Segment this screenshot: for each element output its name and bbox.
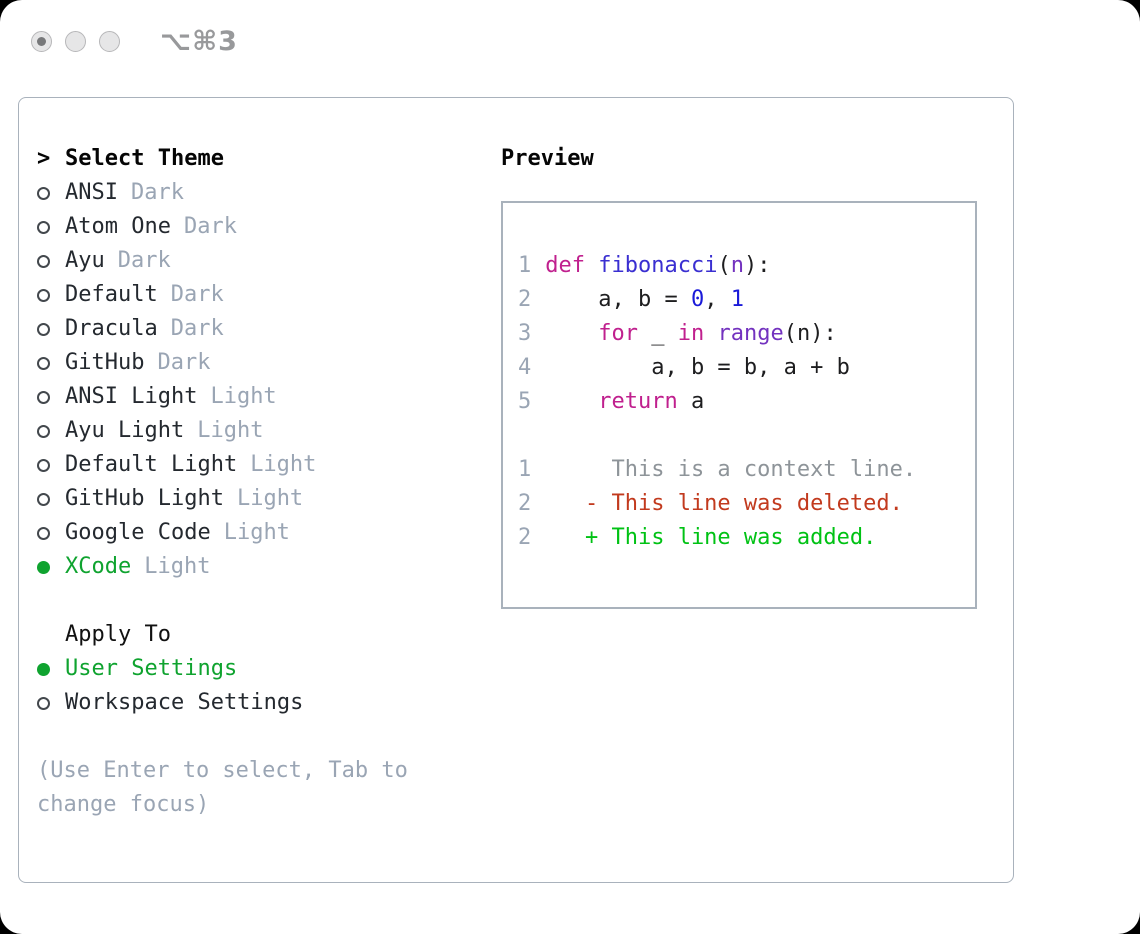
code-line xyxy=(518,487,967,521)
active-window-dot-icon xyxy=(37,37,46,46)
code-line xyxy=(518,351,967,385)
variant-tag: Dark xyxy=(183,214,237,239)
preview-box xyxy=(501,201,977,609)
line-number xyxy=(518,419,532,453)
code-line xyxy=(518,317,967,351)
radio-unselected-icon xyxy=(37,357,50,370)
option-label: Ayu xyxy=(65,248,105,273)
variant-tag: Dark xyxy=(170,316,224,341)
code-text: - This line was deleted. xyxy=(532,491,903,516)
variant-tag: Dark xyxy=(117,248,171,273)
theme-option-atom-one[interactable] xyxy=(37,210,501,244)
radio-selected-icon xyxy=(37,561,50,574)
variant-tag: Dark xyxy=(170,282,224,307)
apply-to-list xyxy=(37,652,501,720)
option-label: ANSI xyxy=(65,180,118,205)
theme-option-github[interactable] xyxy=(37,346,501,380)
line-number: 2 xyxy=(518,491,532,516)
theme-option-default-light[interactable] xyxy=(37,448,501,482)
apply-option-workspace-settings[interactable] xyxy=(37,686,501,720)
window-shortcut-label: ⌥⌘3 xyxy=(160,26,238,57)
radio-unselected-icon xyxy=(37,527,50,540)
theme-option-dracula[interactable] xyxy=(37,312,501,346)
radio-unselected-icon xyxy=(37,289,50,302)
line-number: 4 xyxy=(518,355,532,380)
apply-to-header xyxy=(37,618,501,652)
code-text: + This line was added. xyxy=(532,525,877,550)
option-label: Dracula xyxy=(65,316,158,341)
code-text: a, b = 0, 1 xyxy=(532,287,744,312)
minimize-button[interactable] xyxy=(65,31,86,52)
theme-selector-panel xyxy=(18,97,1014,883)
option-label: ANSI Light xyxy=(65,384,198,409)
line-number: 1 xyxy=(518,457,532,482)
preview-column xyxy=(501,142,1013,882)
option-label: Atom One xyxy=(65,214,171,239)
radio-unselected-icon xyxy=(37,255,50,268)
option-label: Google Code xyxy=(65,520,211,545)
theme-list-column xyxy=(37,142,501,882)
radio-unselected-icon xyxy=(37,391,50,404)
code-preview xyxy=(518,249,967,555)
option-label: Workspace Settings xyxy=(65,690,304,715)
radio-unselected-icon xyxy=(37,459,50,472)
theme-option-ayu-light[interactable] xyxy=(37,414,501,448)
code-line xyxy=(518,283,967,317)
variant-tag: Dark xyxy=(130,180,184,205)
titlebar xyxy=(31,26,238,57)
radio-selected-icon xyxy=(37,663,50,676)
line-number: 2 xyxy=(518,287,532,312)
radio-unselected-icon xyxy=(37,323,50,336)
radio-unselected-icon xyxy=(37,493,50,506)
option-label: Default xyxy=(65,282,158,307)
code-text: a, b = b, a + b xyxy=(532,355,850,380)
apply-to-title: Apply To xyxy=(65,622,171,647)
theme-option-github-light[interactable] xyxy=(37,482,501,516)
variant-tag: Light xyxy=(236,486,304,511)
variant-tag: Dark xyxy=(157,350,211,375)
apply-option-user-settings[interactable] xyxy=(37,652,501,686)
radio-unselected-icon xyxy=(37,187,50,200)
variant-tag: Light xyxy=(144,554,211,579)
code-line xyxy=(518,385,967,419)
code-text: def fibonacci(n): xyxy=(545,253,771,278)
theme-option-ansi[interactable] xyxy=(37,176,501,210)
spacer xyxy=(37,584,501,618)
code-line xyxy=(518,453,967,487)
zoom-button[interactable] xyxy=(99,31,120,52)
radio-unselected-icon xyxy=(37,697,50,710)
theme-option-default[interactable] xyxy=(37,278,501,312)
variant-tag: Light xyxy=(197,418,264,443)
radio-unselected-icon xyxy=(37,425,50,438)
preview-title: Preview xyxy=(501,146,594,171)
option-label: Ayu Light xyxy=(65,418,185,443)
spacer xyxy=(37,720,501,754)
hint-line-2: change focus) xyxy=(37,792,210,817)
theme-option-xcode[interactable] xyxy=(37,550,501,584)
line-number: 2 xyxy=(518,525,532,550)
code-text: for _ in range(n): xyxy=(598,321,837,346)
option-label: XCode xyxy=(65,554,132,579)
variant-tag: Light xyxy=(223,520,290,545)
option-label: User Settings xyxy=(65,656,238,681)
focus-caret-icon: > xyxy=(37,146,51,171)
variant-tag: Light xyxy=(250,452,317,477)
code-line xyxy=(518,521,967,555)
line-number: 5 xyxy=(518,389,532,414)
variant-tag: Light xyxy=(210,384,277,409)
radio-unselected-icon xyxy=(37,221,50,234)
theme-option-ansi-light[interactable] xyxy=(37,380,501,414)
code-line xyxy=(518,249,967,283)
hint-text xyxy=(37,754,501,822)
code-text: return a xyxy=(598,389,705,414)
option-label: Default Light xyxy=(65,452,238,477)
line-number: 3 xyxy=(518,321,532,346)
code-line xyxy=(518,419,967,453)
option-label: GitHub Light xyxy=(65,486,224,511)
theme-option-google-code[interactable] xyxy=(37,516,501,550)
line-number: 1 xyxy=(518,253,532,278)
close-button[interactable] xyxy=(31,31,52,52)
option-label: GitHub xyxy=(65,350,145,375)
select-theme-title: Select Theme xyxy=(65,146,224,171)
hint-line-1: (Use Enter to select, Tab to xyxy=(37,758,408,783)
theme-list xyxy=(37,176,501,584)
theme-option-ayu[interactable] xyxy=(37,244,501,278)
code-text: This is a context line. xyxy=(532,457,917,482)
select-theme-header xyxy=(37,142,501,176)
